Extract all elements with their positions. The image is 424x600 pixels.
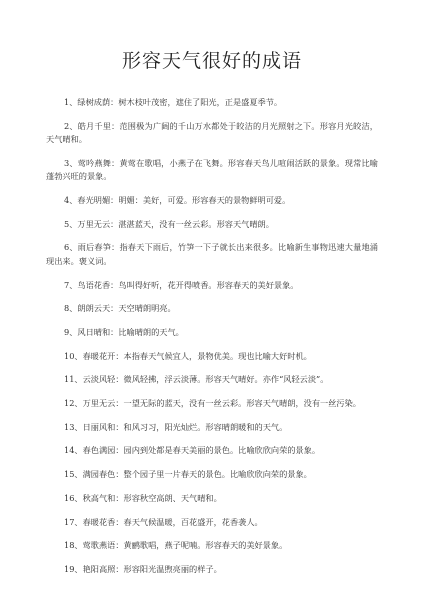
list-item: 10、春暖花开：本指春天气候宜人，景物优美。现也比喻大好时机。 (64, 350, 312, 361)
list-item: 15、满园春色：整个园子里一片春天的景色。比喻欣欣向荣的景象。 (64, 469, 312, 480)
list-item: 13、日丽风和：和风习习，阳光灿烂。形容晴朗暖和的天气。 (64, 421, 288, 432)
list-item: 18、莺歌燕语：黄鹂歌唱，燕子呢喃。形容春天的美好景象。 (64, 540, 288, 551)
list-item: 16、秋高气和：形容秋空高朗、天气晴和。 (64, 492, 222, 503)
list-item: 1、绿树成荫：树木枝叶茂密，遮住了阳光，正是盛夏季节。 (64, 97, 283, 107)
list-item: 3、莺吟燕舞：黄莺在歌唱，小燕子在飞舞。形容春天鸟儿喧闹活跃的景象。现常比喻蓬勃兴旺的景象。 (46, 157, 378, 182)
list-item: 6、雨后春笋：指春天下雨后，竹笋一下子就长出来很多。比喻新生事物迅速大量地涌现出来。褒义词。 (46, 242, 378, 266)
list-item: 5、万里无云：湛湛蓝天，没有一丝云彩。形容天气晴朗。 (64, 218, 274, 229)
list-item: 2、皓月千里：范围极为广阔的千山万水都处于皎洁的月光照射之下。形容月光皎洁，天气晴和。 (46, 120, 378, 145)
list-item: 4、春光明媚：明媚：美好，可爱。形容春天的景物鲜明可爱。 (64, 195, 291, 206)
list-item: 11、云淡风轻：微风轻拂，浮云淡薄。形容天气晴好。亦作“风轻云淡”。 (64, 374, 329, 385)
page-title: 形容天气很好的成语 (121, 50, 302, 72)
list-item: 7、鸟语花香：鸟叫得好听，花开得喷香。形容春天的美好景象。 (64, 279, 299, 290)
list-item: 17、春暖花香：春天气候温暖，百花盛开，花香袭人。 (64, 516, 263, 527)
list-item: 9、风日晴和：比喻晴朗的天气。 (64, 327, 184, 337)
list-item: 14、春色满园：园内到处都是春天美丽的景色。比喻欣欣向荣的景象。 (64, 445, 321, 456)
list-item: 19、艳阳高照：形容阳光温煦亮丽的样子。 (64, 563, 222, 574)
idiom-list (46, 96, 378, 576)
list-item: 8、朗朗云天：天空晴朗明亮。 (64, 303, 176, 314)
list-item: 12、万里无云：一望无际的蓝天，没有一丝云彩。形容天气晴朗，没有一丝污染。 (64, 398, 361, 409)
